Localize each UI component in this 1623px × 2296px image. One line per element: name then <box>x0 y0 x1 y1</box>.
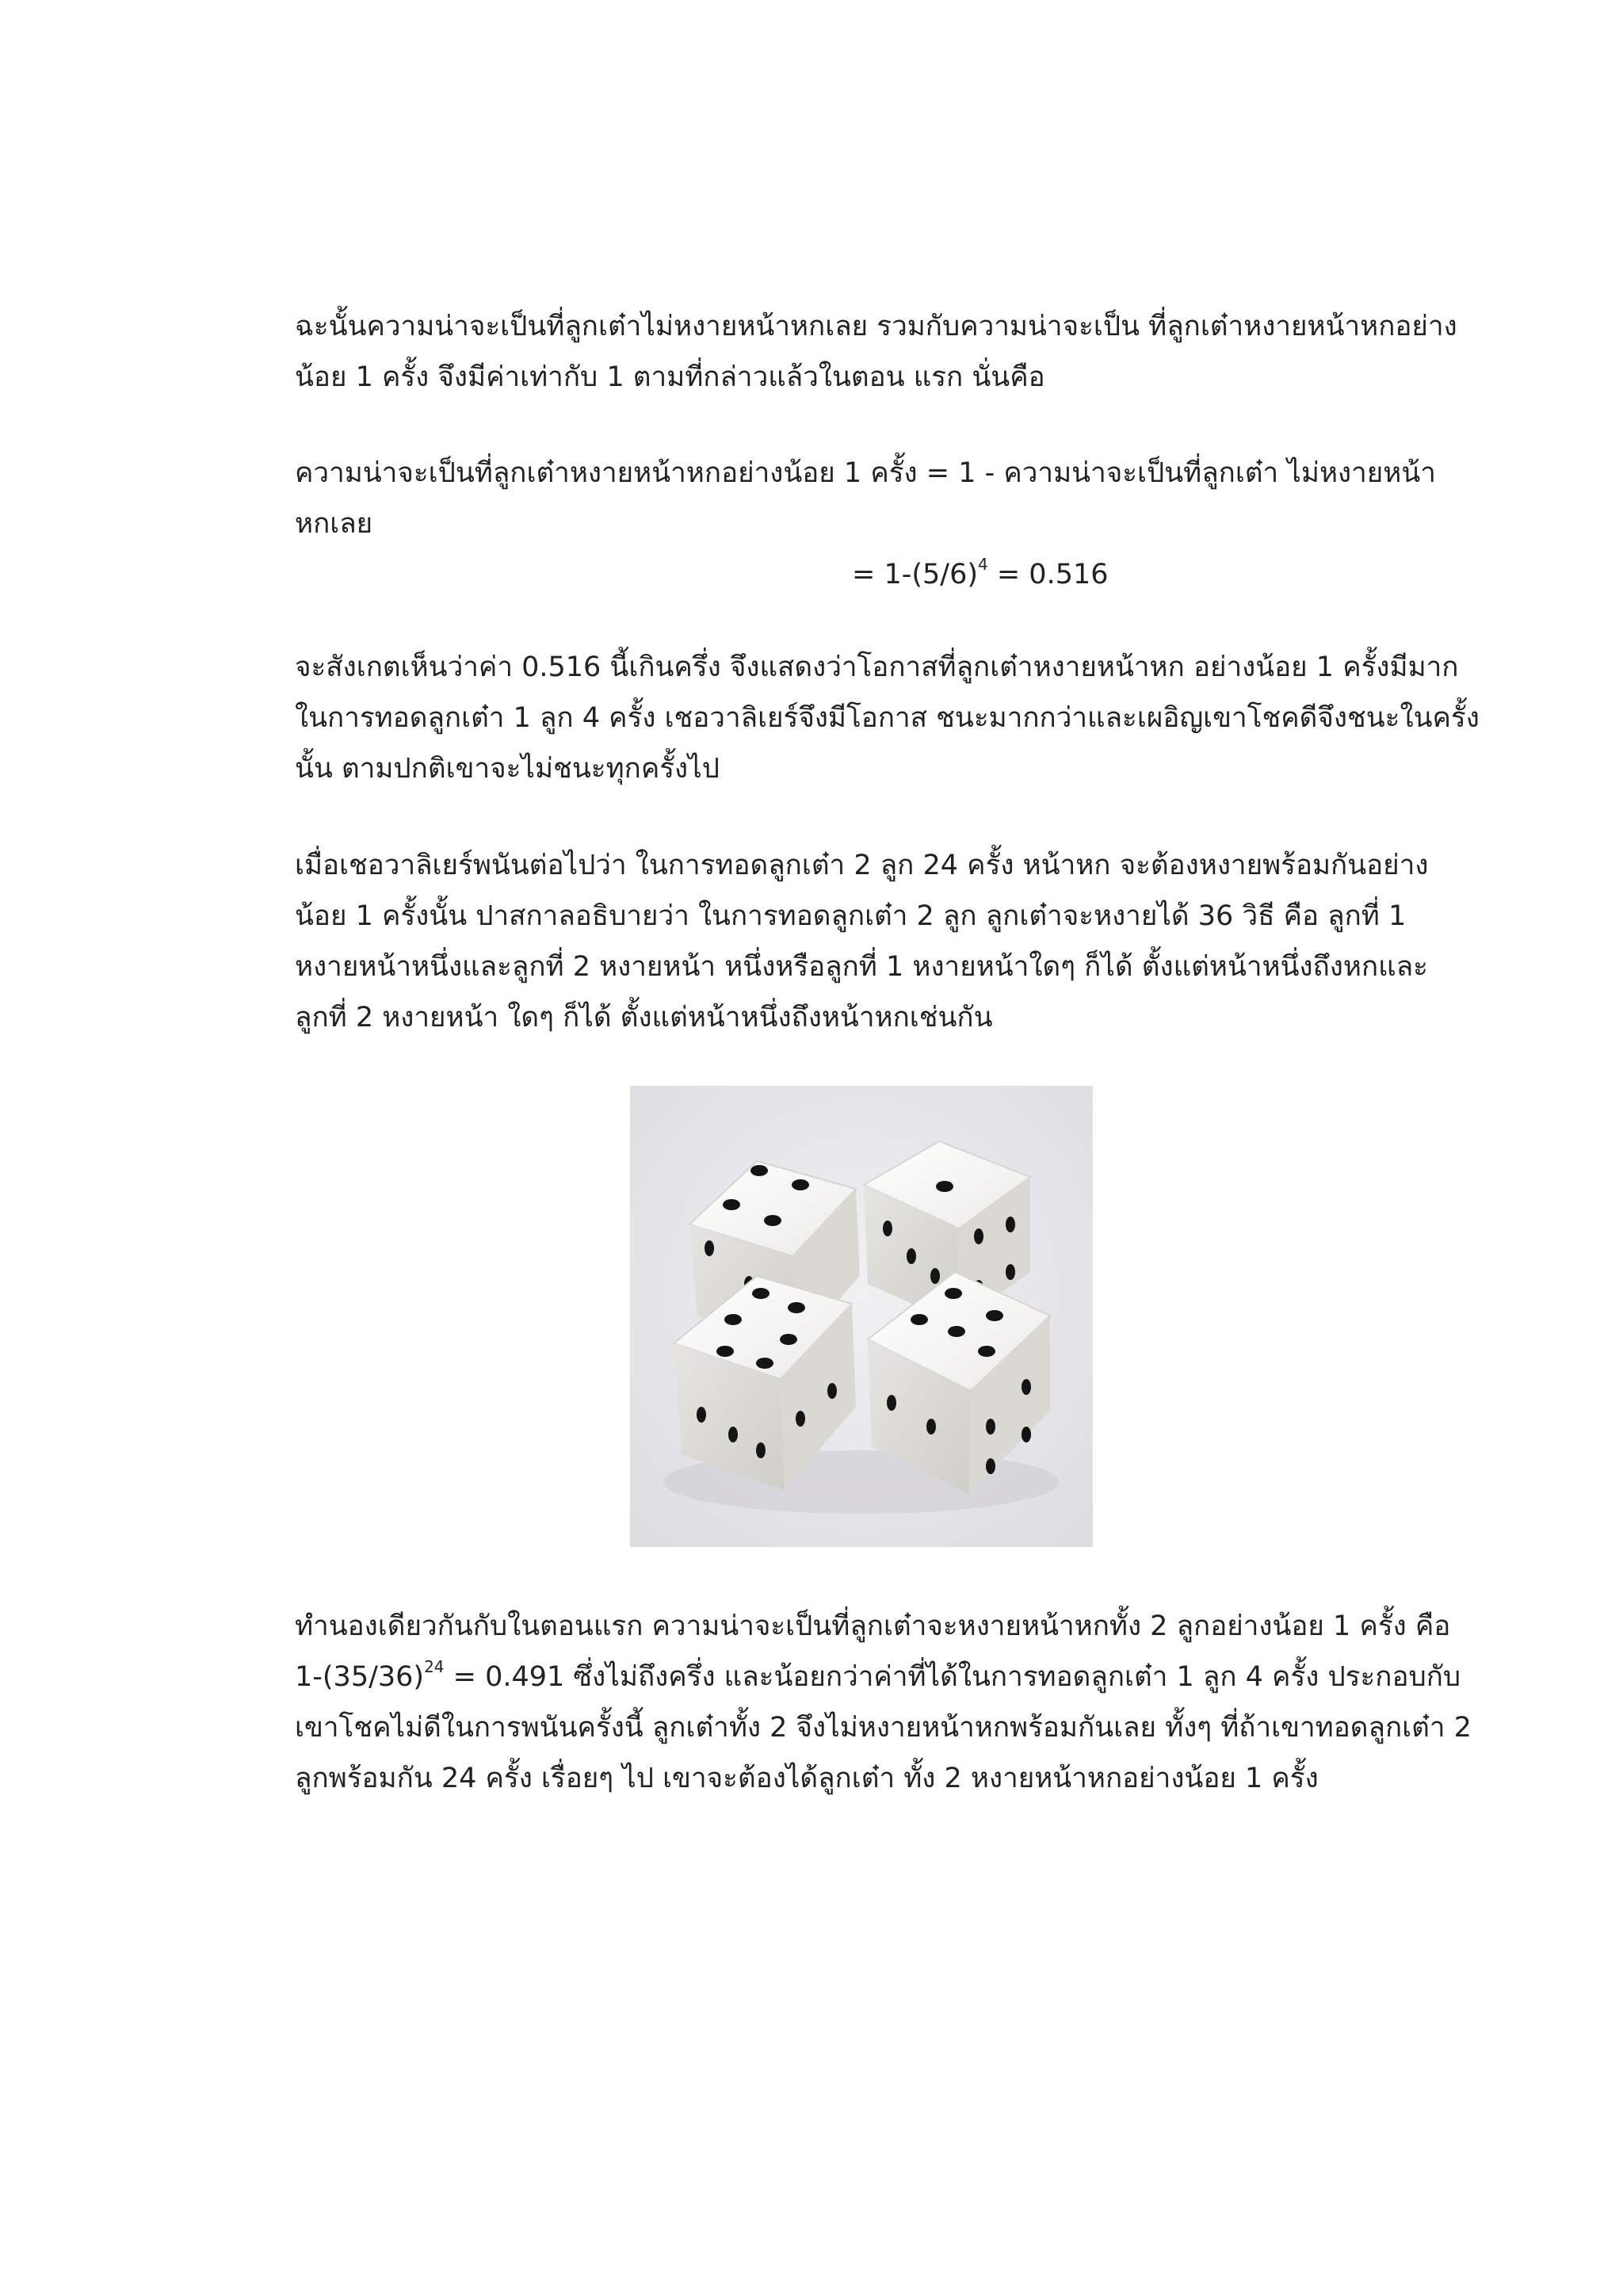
paragraph-5 <box>295 1601 1472 1804</box>
text-line: ในการทอดลูกเต๋า 1 ลูก 4 ครั้ง เชอวาลิเยร์จึงมีโอกาส ชนะมากกว่าและเผอิญเขาโชคดีจึงชนะในครั้ง <box>295 702 1480 734</box>
text-line: นั้น ตามปกติเขาจะไม่ชนะทุกครั้งไป <box>295 753 720 785</box>
paragraph-2 <box>295 448 1436 600</box>
text-line: น้อย 1 ครั้งนั้น ปาสกาลอธิบายว่า ในการทอดลูกเต๋า 2 ลูก ลูกเต๋าจะหงายได้ 36 วิธี คือ ลูกที่ 1 <box>295 900 1407 932</box>
text-line: จะสังเกตเห็นว่าค่า 0.516 นี้เกินครึ่ง จึงแสดงว่าโอกาสที่ลูกเต๋าหงายหน้าหก อย่างน้อย 1 ครั้งมีมาก <box>295 651 1459 683</box>
equation-prefix: 1-(35/36) <box>295 1661 425 1693</box>
text-line: ลูกที่ 2 หงายหน้า ใดๆ ก็ได้ ตั้งแต่หน้าหนึ่งถึงหน้าหกเช่นกัน <box>295 1002 993 1033</box>
text-line: ความน่าจะเป็นที่ลูกเต๋าหงายหน้าหกอย่างน้อย 1 ครั้ง = 1 - ความน่าจะเป็นที่ลูกเต๋า ไม่หงายหน้า <box>295 457 1436 489</box>
text-line: เมื่อเชอวาลิเยร์พนันต่อไปว่า ในการทอดลูกเต๋า 2 ลูก 24 ครั้ง หน้าหก จะต้องหงายพร้อมกันอย่าง <box>295 850 1429 881</box>
dice-icon <box>630 1086 1093 1547</box>
text-line: หกเลย <box>295 508 373 540</box>
text-line: เขาโชคไม่ดีในการพนันครั้งนี้ ลูกเต๋าทั้ง 2 จึงไม่หงายหน้าหกพร้อมกันเลย ทั้งๆ ที่ถ้าเขาทอดลูกเต๋า 2 <box>295 1712 1472 1744</box>
equation-exponent: 4 <box>978 555 988 575</box>
text-continuation: = 0.491 ซึ่งไม่ถึงครึ่ง และน้อยกว่าค่าที่ได้ในการทอดลูกเต๋า 1 ลูก 4 ครั้ง ประกอบกับ <box>444 1661 1461 1693</box>
text-line: น้อย 1 ครั้ง จึงมีค่าเท่ากับ 1 ตามที่กล่าวแล้วในตอน แรก นั่นคือ <box>295 361 1045 393</box>
paragraph-1 <box>295 301 1457 403</box>
text-line: ฉะนั้นความน่าจะเป็นที่ลูกเต๋าไม่หงายหน้าหกเลย รวมกับความน่าจะเป็น ที่ลูกเต๋าหงายหน้าหกอย่าง <box>295 311 1457 342</box>
equation-line <box>295 1652 1461 1702</box>
text-line: หงายหน้าหนึ่งและลูกที่ 2 หงายหน้า หนึ่งหรือลูกที่ 1 หงายหน้าใดๆ ก็ได้ ตั้งแต่หน้าหนึ่งถึงหกและ <box>295 951 1428 983</box>
paragraph-3 <box>295 642 1480 794</box>
equation-exponent: 24 <box>424 1657 445 1677</box>
dice-photo <box>630 1086 1093 1547</box>
equation-prefix: = 1-(5/6) <box>852 559 978 590</box>
text-line: ลูกพร้อมกัน 24 ครั้ง เรื่อยๆ ไป เขาจะต้องได้ลูกเต๋า ทั้ง 2 หงายหน้าหกอย่างน้อย 1 ครั้ง <box>295 1763 1319 1794</box>
equation-result: = 0.516 <box>987 559 1109 590</box>
text-line: ทำนองเดียวกันกับในตอนแรก ความน่าจะเป็นที่ลูกเต๋าจะหงายหน้าหกทั้ง 2 ลูกอย่างน้อย 1 ครั้ง คือ <box>295 1610 1451 1642</box>
equation-line <box>295 549 1428 600</box>
paragraph-4 <box>295 840 1428 1043</box>
